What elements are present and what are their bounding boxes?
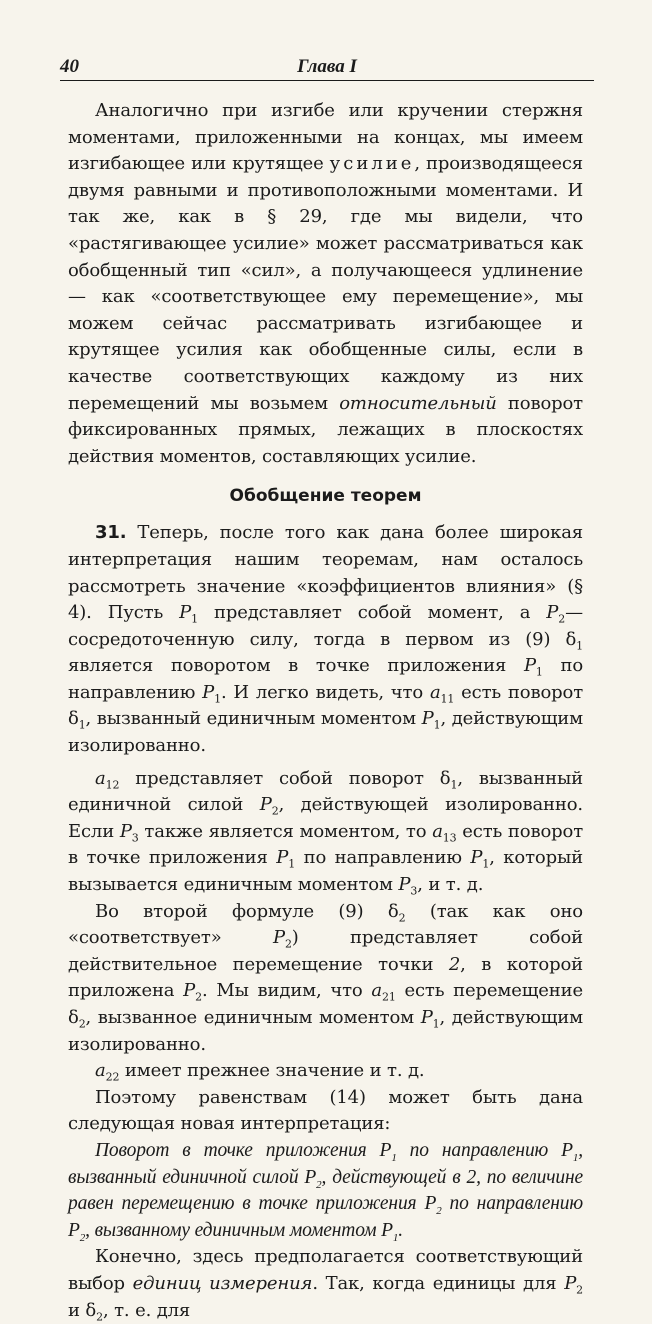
header-rule bbox=[60, 80, 594, 81]
running-header bbox=[60, 56, 594, 80]
paragraph-a12: $a_{12}$ представляет собой поворот $\delta_1$, вызванный единичной силой $P_2$, действующей изолированно. Если $P_3$ также является моментом, то $a_{13}$ есть поворот в точке приложения $P_1$ по направлению $P_1$, который вызывается единичным моментом $P_3$, и т. д. bbox=[68, 767, 584, 898]
paragraph-units: Конечно, здесь предполагается соответствующий выбор единиц измерения. Так, когда единицы для $P_2$ и $\delta_2$, т. е. для bbox=[68, 1246, 584, 1324]
paragraph-second-formula: Во второй формуле (9) $\delta_2$ (так как оно «соответствует» $P_2$) представляет собой действительное перемещение точки 2, в которой приложена $P_2$. Мы видим, что $a_{21}$ есть перемещение $\delta_2$, вызванное единичным моментом $P_1$, действующим изолированно. bbox=[68, 900, 583, 1055]
paragraph-theorem: Поворот в точке приложения $P_1$ по направлению $P_1$, вызванный единичной силой $P_2$, действующей в 2, по величине равен перемещению в точке приложения $P_2$ по направлению $P_2$, вызванному единичным моментом $P_1$. bbox=[68, 1139, 583, 1244]
page-number: 40 bbox=[60, 56, 79, 77]
paragraph-a22: $a_{22}$ имеет прежнее значение и т. д. bbox=[95, 1060, 425, 1084]
paragraph-1: Аналогично при изгибе или кручении стержня моментами, приложенными на концах, мы имеем изгибающее или крутящее усилие, производящееся двумя равными и противоположными моментами. И так же, как в § 29, где мы видели, что «растягивающее усилие» может рассматриваться как обобщенный тип «сил», а получающееся удлинение — как «соответствующее ему перемещение», мы можем сейчас рассматривать изгибающее и крутящее усилия как обобщенные силы, если в качестве соответствующих каждому из них перемещений мы возьмем относительный поворот фиксированных прямых, лежащих в плоскостях действия моментов, составляющих усилие. bbox=[68, 100, 583, 467]
page-body bbox=[68, 98, 583, 1324]
section-number: 31. bbox=[95, 522, 127, 544]
section-heading: Обобщение теорем bbox=[229, 486, 422, 507]
paragraph-therefore: Поэтому равенствам (14) может быть дана следующая новая интерпретация: bbox=[68, 1086, 583, 1135]
chapter-title: Глава I bbox=[297, 56, 357, 77]
paragraph-31: 31. Теперь, после того как дана более широкая интерпретация нашим теоремам, нам осталось рассмотреть значение «коэффициентов влияния» (§ 4). Пусть $P_1$ представляет собой момент, а $P_2—сосредоточенную$ силу, тогда в первом из (9) $\delta_1$ является поворотом в точке приложения $P_1$ по направлению $P_1$. И легко видеть, что $a_{11}$ есть поворот $\delta_1$, вызванный единичным моментом $P_1$, действующим изолированно. bbox=[68, 522, 584, 757]
